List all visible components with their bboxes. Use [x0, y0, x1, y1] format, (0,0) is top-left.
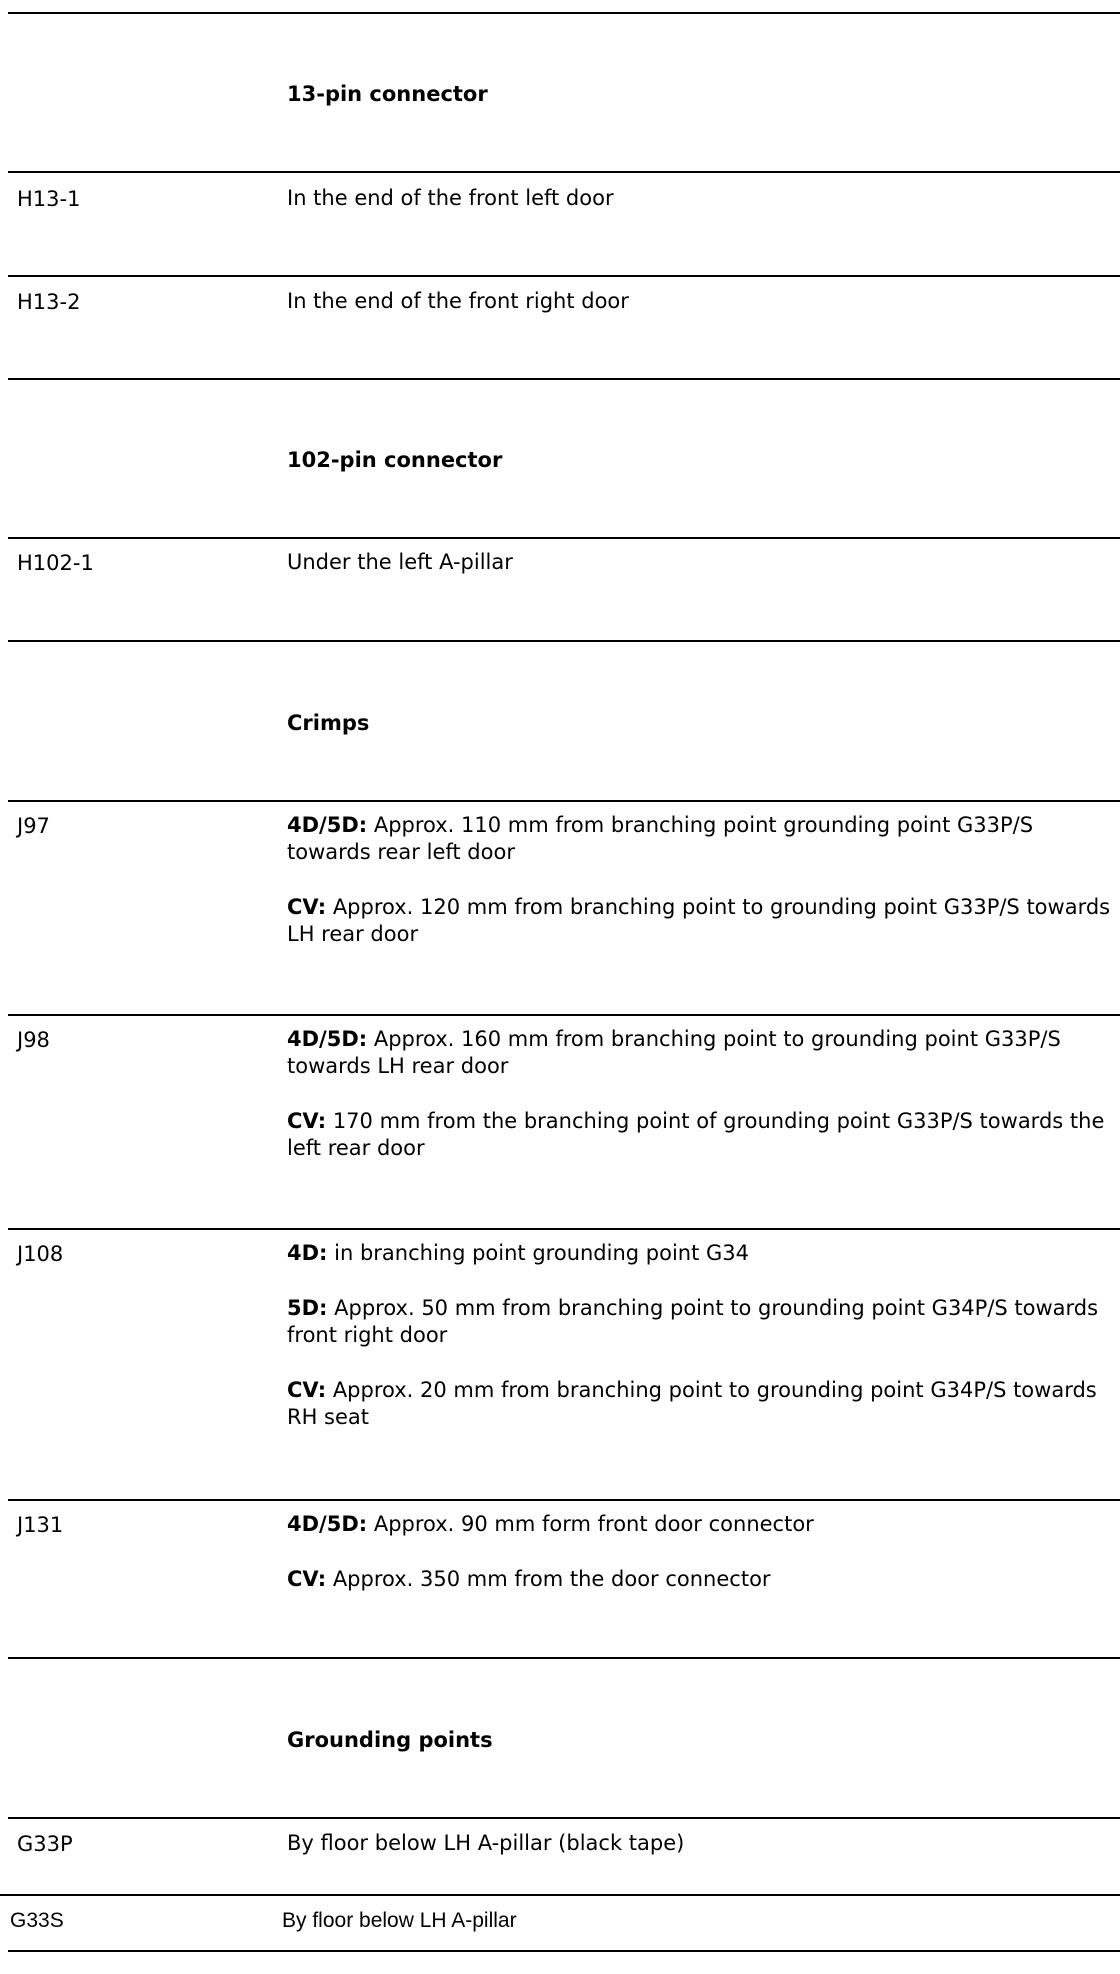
- description-lead: 4D/5D:: [287, 1027, 368, 1051]
- row-description: [287, 1830, 1117, 1857]
- row-code: G33S: [10, 1909, 64, 1932]
- description-paragraph: [287, 894, 1117, 948]
- description-lead: 4D/5D:: [287, 813, 368, 837]
- description-text: By floor below LH A-pillar: [282, 1909, 517, 1932]
- description-paragraph: [287, 1240, 1117, 1267]
- table-rule: [8, 12, 1120, 14]
- description-paragraph: [287, 1566, 1117, 1593]
- description-paragraph: [282, 1907, 1112, 1934]
- description-lead: CV:: [287, 895, 327, 919]
- description-paragraph: [287, 1108, 1117, 1162]
- description-text: in branching point grounding point G34: [334, 1241, 750, 1265]
- description-paragraph: [287, 1295, 1117, 1349]
- table-rule: [8, 1228, 1120, 1230]
- description-paragraph: [287, 1830, 1117, 1857]
- row-description: [287, 185, 1117, 212]
- description-paragraph: [287, 812, 1117, 866]
- section-heading: Grounding points: [287, 1728, 493, 1752]
- description-text: Approx. 20 mm from branching point to grounding point G34P/S towards RH seat: [287, 1378, 1097, 1429]
- description-text: Approx. 350 mm from the door connector: [332, 1567, 771, 1591]
- table-rule: [8, 640, 1120, 642]
- description-text: In the end of the front left door: [287, 186, 614, 210]
- description-paragraph: [287, 288, 1117, 315]
- row-code: J98: [17, 1028, 50, 1052]
- row-description: [287, 549, 1117, 576]
- description-text: Approx. 120 mm from branching point to grounding point G33P/S towards LH rear door: [287, 895, 1111, 946]
- section-heading: 13-pin connector: [287, 82, 488, 106]
- table-rule: [0, 1894, 1120, 1896]
- row-description: [287, 288, 1117, 315]
- row-description: [287, 1511, 1117, 1593]
- row-code: H102-1: [17, 551, 94, 575]
- page-footer-rule: [8, 1950, 1120, 1952]
- description-lead: 4D/5D:: [287, 1512, 368, 1536]
- description-text: Under the left A-pillar: [287, 550, 513, 574]
- description-text: 170 mm from the branching point of grounding point G33P/S towards the left rear door: [287, 1109, 1105, 1160]
- description-lead: CV:: [287, 1567, 327, 1591]
- description-paragraph: [287, 1511, 1117, 1538]
- section-heading: 102-pin connector: [287, 448, 503, 472]
- table-rule: [8, 1014, 1120, 1016]
- row-code: H13-2: [17, 290, 81, 314]
- table-rule: [8, 800, 1120, 802]
- description-text: In the end of the front right door: [287, 289, 629, 313]
- table-rule: [8, 378, 1120, 380]
- table-rule: [8, 1499, 1120, 1501]
- table-rule: [8, 171, 1120, 173]
- row-description: [287, 812, 1117, 948]
- description-text: Approx. 90 mm form front door connector: [373, 1512, 814, 1536]
- description-paragraph: [287, 185, 1117, 212]
- row-code: J131: [17, 1513, 64, 1537]
- table-rule: [8, 537, 1120, 539]
- table-rule: [8, 275, 1120, 277]
- description-text: Approx. 110 mm from branching point grounding point G33P/S towards rear left door: [287, 813, 1034, 864]
- description-text: Approx. 160 mm from branching point to grounding point G33P/S towards LH rear door: [287, 1027, 1061, 1078]
- description-lead: 4D:: [287, 1241, 328, 1265]
- description-paragraph: [287, 549, 1117, 576]
- table-rule: [8, 1817, 1120, 1819]
- description-lead: CV:: [287, 1109, 327, 1133]
- row-code: J108: [17, 1242, 64, 1266]
- description-text: By floor below LH A-pillar (black tape): [287, 1831, 685, 1855]
- description-paragraph: [287, 1377, 1117, 1431]
- description-paragraph: [287, 1026, 1117, 1080]
- row-code: G33P: [17, 1832, 73, 1856]
- row-code: H13-1: [17, 187, 81, 211]
- row-code: J97: [17, 814, 50, 838]
- row-description: [287, 1240, 1117, 1431]
- row-description: [287, 1026, 1117, 1162]
- section-heading: Crimps: [287, 711, 370, 735]
- row-description: [282, 1907, 1112, 1934]
- description-lead: CV:: [287, 1378, 327, 1402]
- description-lead: 5D:: [287, 1296, 328, 1320]
- description-text: Approx. 50 mm from branching point to grounding point G34P/S towards front right door: [287, 1296, 1099, 1347]
- table-rule: [8, 1657, 1120, 1659]
